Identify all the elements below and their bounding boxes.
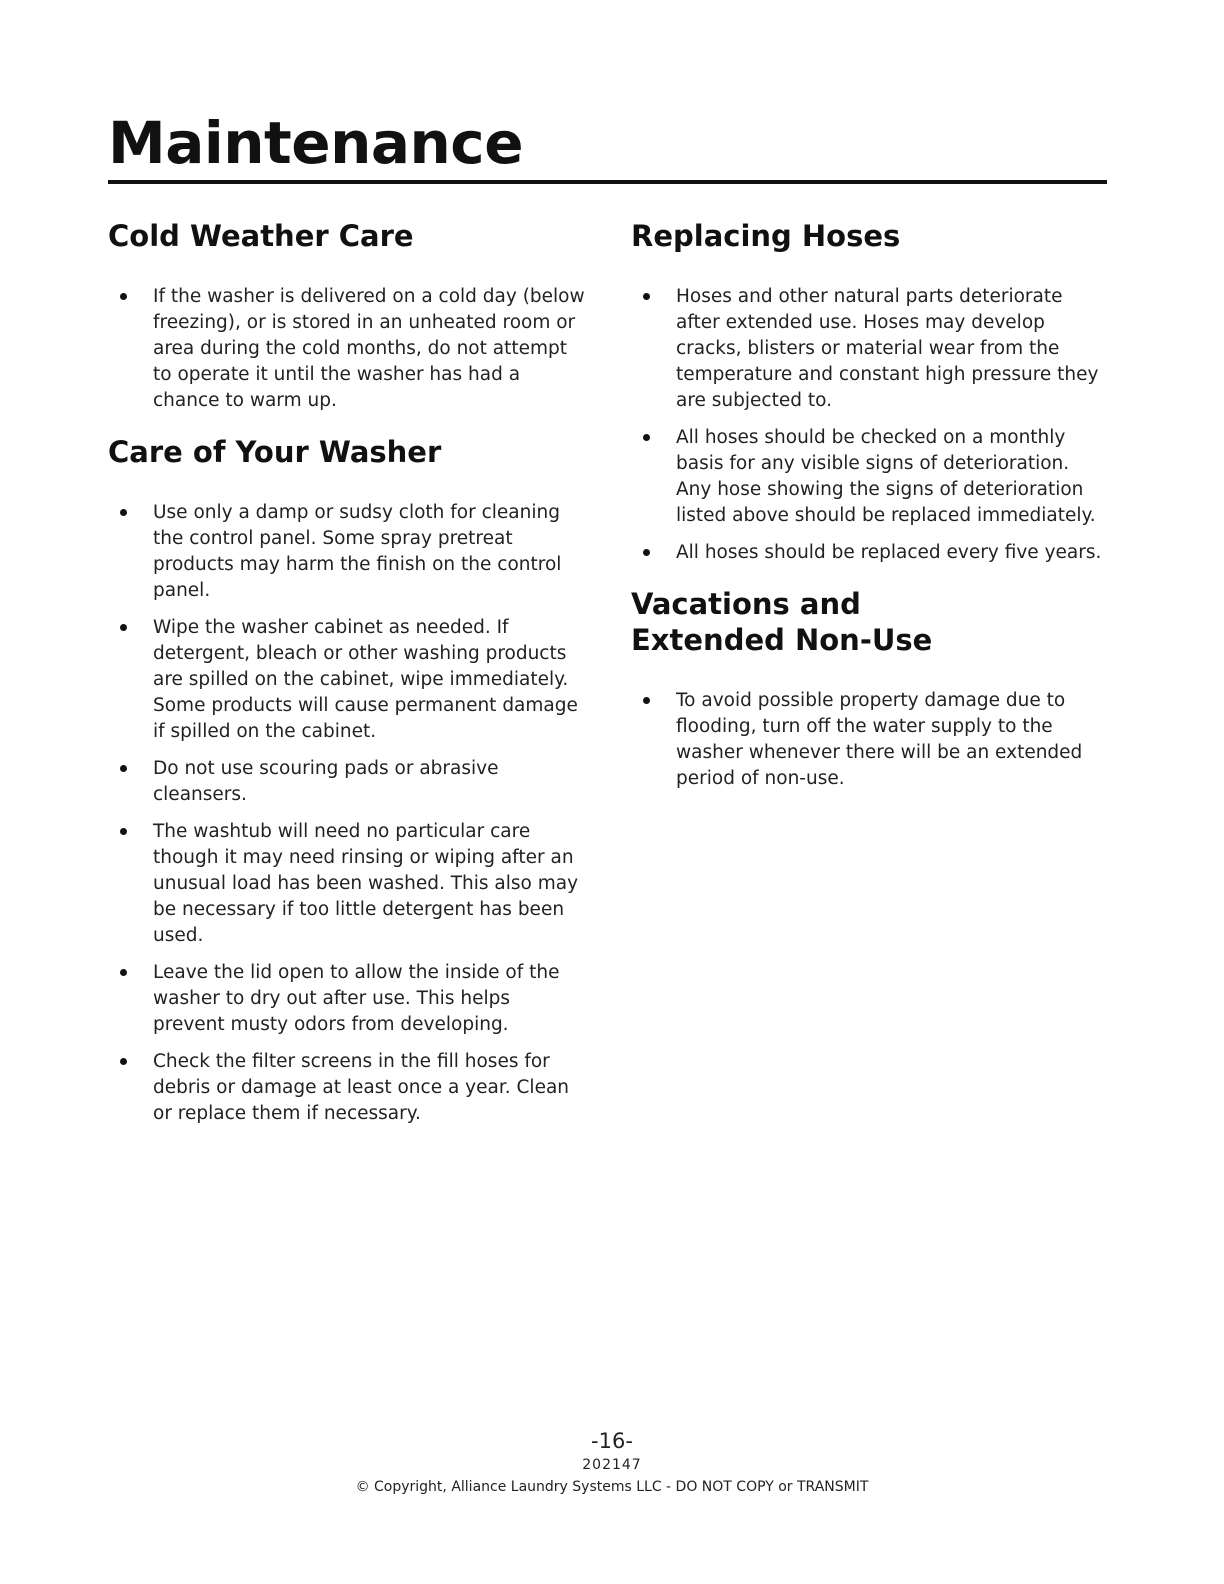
section-cold-weather-care bbox=[108, 218, 586, 414]
list-item bbox=[108, 819, 586, 949]
list-item-text: The washtub will need no particular care though it may need rinsing or wiping after an unusual load has been washed. This also may be necessary if too little detergent has been used. bbox=[153, 821, 579, 946]
list-item bbox=[108, 1049, 586, 1127]
list-item bbox=[631, 425, 1109, 529]
list-item-text: All hoses should be replaced every five years. bbox=[676, 542, 1102, 563]
list-item-text: If the washer is delivered on a cold day (below freezing), or is stored in an unheated room or area during the cold months, do not attempt to operate it until the washer has had a chance to warm up. bbox=[153, 286, 585, 411]
page-number: -16- bbox=[591, 1429, 633, 1453]
list-item-text: Check the filter screens in the fill hoses for debris or damage at least once a year. Clean or replace them if necessary. bbox=[153, 1051, 570, 1124]
bullet-icon bbox=[120, 293, 127, 300]
page-title: Maintenance bbox=[108, 109, 524, 177]
section-replacing-hoses bbox=[631, 218, 1109, 566]
bullet-list bbox=[631, 284, 1109, 566]
copyright-notice: © Copyright, Alliance Laundry Systems LLC - DO NOT COPY or TRANSMIT bbox=[355, 1479, 869, 1495]
list-item bbox=[631, 284, 1109, 414]
title-divider bbox=[108, 180, 1107, 184]
list-item bbox=[108, 756, 586, 808]
bullet-list bbox=[631, 688, 1109, 792]
section-heading: Vacations and Extended Non-Use bbox=[631, 587, 933, 657]
list-item bbox=[108, 960, 586, 1038]
bullet-icon bbox=[120, 969, 127, 976]
right-column bbox=[631, 218, 1109, 812]
section-heading: Replacing Hoses bbox=[631, 219, 901, 253]
left-column bbox=[108, 218, 586, 1147]
section-heading: Care of Your Washer bbox=[108, 435, 442, 469]
bullet-list bbox=[108, 500, 586, 1127]
bullet-icon bbox=[120, 509, 127, 516]
bullet-icon bbox=[120, 624, 127, 631]
bullet-icon bbox=[643, 434, 650, 441]
document-number: 202147 bbox=[582, 1457, 642, 1473]
list-item-text: All hoses should be checked on a monthly basis for any visible signs of deterioration. Any hose showing the signs of deterioration listed above should be replaced immediately. bbox=[676, 427, 1096, 526]
list-item-text: To avoid possible property damage due to flooding, turn off the water supply to the washer whenever there will be an extended period of non-use. bbox=[676, 690, 1083, 789]
list-item-text: Wipe the washer cabinet as needed. If detergent, bleach or other washing products are spilled on the cabinet, wipe immediately. Some products will cause permanent damage if spilled on the cabinet. bbox=[153, 617, 578, 742]
section-care-of-your-washer bbox=[108, 434, 586, 1127]
bullet-icon bbox=[643, 697, 650, 704]
bullet-icon bbox=[120, 828, 127, 835]
list-item bbox=[631, 540, 1109, 566]
list-item-text: Use only a damp or sudsy cloth for cleaning the control panel. Some spray pretreat products may harm the finish on the control panel. bbox=[153, 502, 562, 601]
bullet-icon bbox=[643, 549, 650, 556]
list-item-text: Do not use scouring pads or abrasive cleansers. bbox=[153, 758, 499, 805]
bullet-icon bbox=[120, 765, 127, 772]
list-item-text: Leave the lid open to allow the inside of the washer to dry out after use. This helps prevent musty odors from developing. bbox=[153, 962, 560, 1035]
section-vacations-extended-non-use bbox=[631, 586, 1109, 792]
bullet-icon bbox=[643, 293, 650, 300]
list-item bbox=[108, 284, 586, 414]
list-item bbox=[108, 615, 586, 745]
bullet-icon bbox=[120, 1058, 127, 1065]
list-item-text: Hoses and other natural parts deteriorate after extended use. Hoses may develop cracks, blisters or material wear from the temperature and constant high pressure they are subjected to. bbox=[676, 286, 1099, 411]
bullet-list bbox=[108, 284, 586, 414]
list-item bbox=[631, 688, 1109, 792]
section-heading: Cold Weather Care bbox=[108, 219, 414, 253]
list-item bbox=[108, 500, 586, 604]
